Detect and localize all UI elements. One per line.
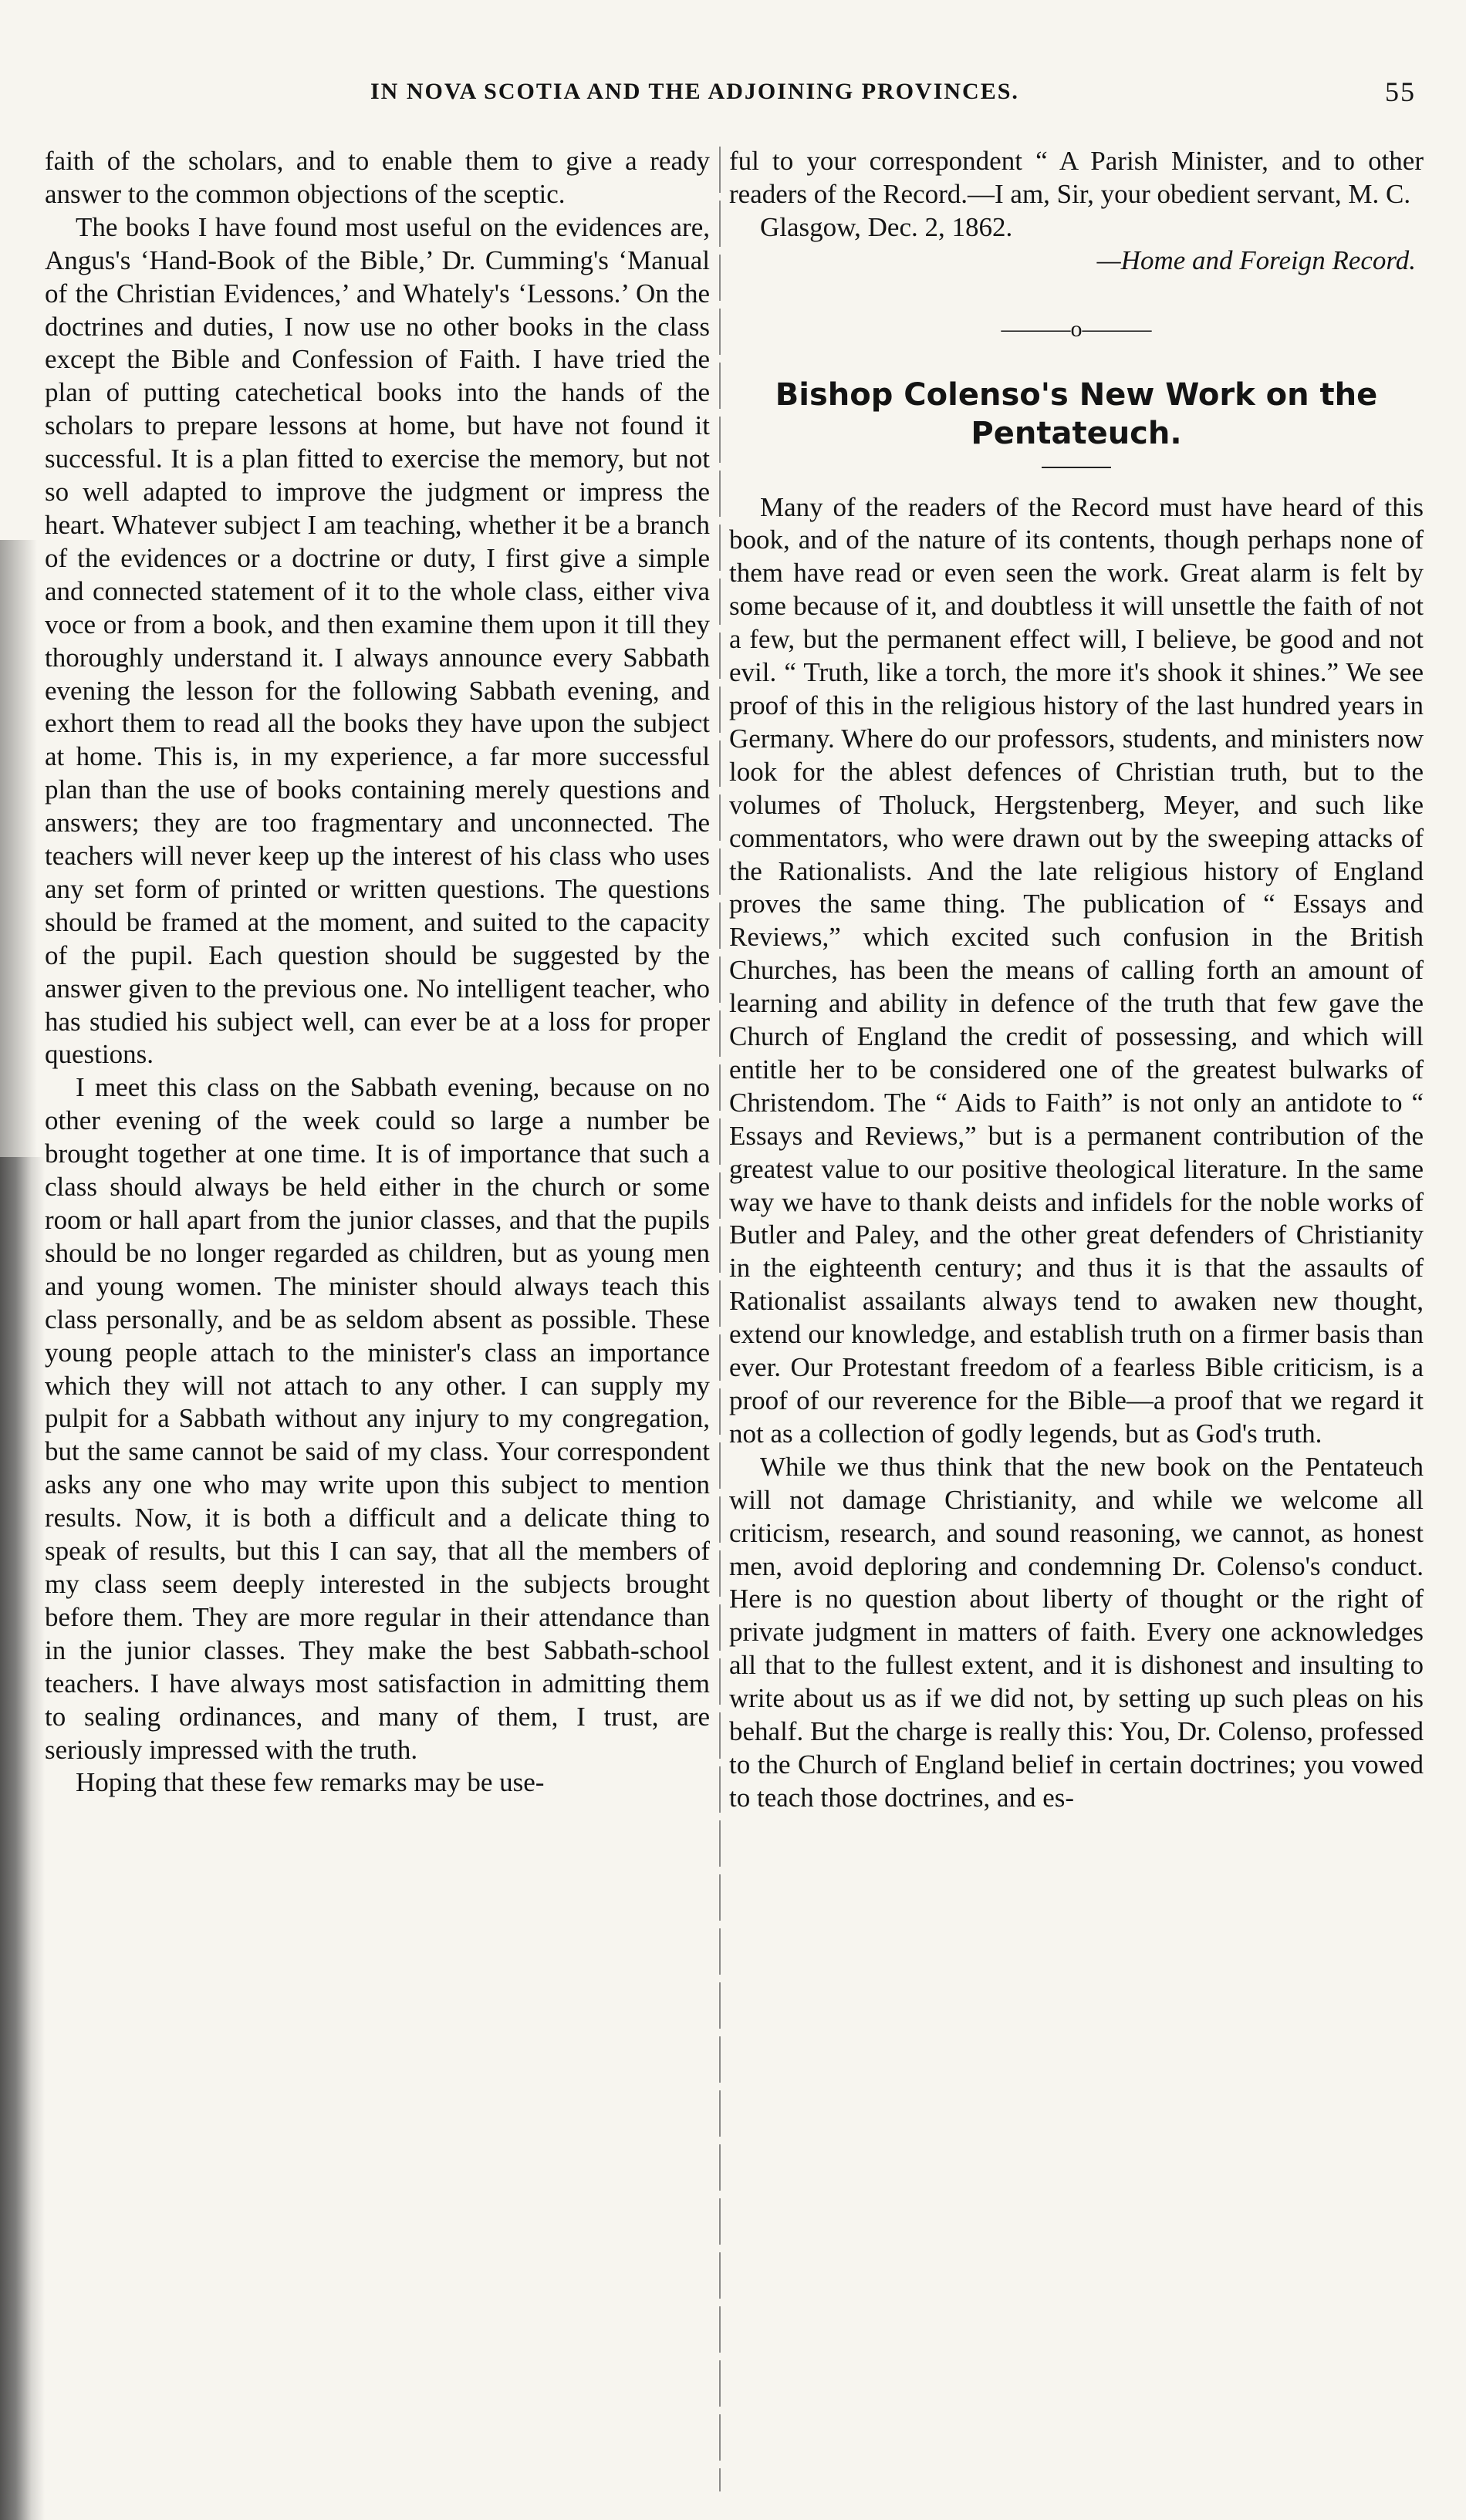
letter-dateline: Glasgow, Dec. 2, 1862. [760,211,1013,242]
page-header [46,69,1416,116]
letter-source: —Home and Foreign Record. [1096,245,1416,275]
left-paragraph-1: faith of the scholars, and to enable them to give a ready answer to the common objections of the sceptic. [45,146,710,209]
right-column [729,145,1424,1815]
article-paragraph-2: While we thus think that the new book on the Pentateuch will not damage Christianity, and while we welcome all criticism, research, and sound reasoning, we cannot, as honest men, avoid deploring and condemning Dr. Colenso's conduct. Here is no question about liberty of thought or the right of private judgment in matters of faith. Every one acknowledges all that to the fullest extent, and it is dishonest and insulting to write about us as if we did not, by setting up such pleas on his behalf. But the charge is really this: You, Dr. Colenso, professed to the Church of England belief in certain doctrines; you vowed to teach those doctrines, and es- [729,1451,1424,1813]
page-number: 55 [1385,76,1416,107]
left-paragraph-3: I meet this class on the Sabbath evening, because on no other evening of the week could so large a number be brought together at one time. It is of importance that such a class should always be held either in the church or some room or hall apart from the junior classes, and that the pupils should be no longer regarded as children, but as young men and young women. The minister should always teach this class personally, and be as seldom absent as possible. These young people attach to the minister's class an importance which they will not attach to any other. I can supply my pulpit for a Sabbath without any injury to my congregation, but the same cannot be said of my class. Your correspondent asks any one who may write upon this subject to mention results. Now, it is both a difficult and a delicate thing to speak of results, but this I can say, that all the members of my class seem deeply interested in the subjects brought before them. They are more regular in their attendance than in the junior classes. They make the best Sabbath-school teachers. I have always most satisfaction in admitting them to sealing ordinances, and many of them, I trust, are seriously impressed with the truth. [45,1072,710,1765]
page-binding-stain [0,1157,45,2520]
left-column [45,145,710,1800]
section-separator: ———o——— [1001,315,1152,342]
left-paragraph-2: The books I have found most useful on the evidences are, Angus's ‘Hand-Book of the Bible,’ Dr. Cumming's ‘Manual of the Christian Evidences,’ and Whately's ‘Lessons.’ On the doctrines and duties, I now use no other books in the class except the Bible and Confession of Faith. I have tried the plan of putting catechetical books into the hands of the scholars to prepare lessons at home, but have not found it successful. It is a plan fitted to exercise the memory, but not so well adapted to improve the judgment or impress the heart. Whatever subject I am teaching, whether it be a branch of the evidences or a doctrine or duty, I first give a simple and connected statement of it to the whole class, either viva voce or from a book, and then examine them upon it till they thoroughly understand it. I always announce every Sabbath evening the lesson for the following Sabbath evening, and exhort them to read all the books they have upon the subject at home. This is, in my experience, a far more successful plan than the use of books containing merely questions and answers; they are too fragmentary and unconnected. The teachers will never keep up the interest of his class who uses any set form of printed or written questions. The questions should be framed at the moment, and suited to the capacity of the pupil. Each question should be suggested by the answer given to the previous one. No intelligent teacher, who has studied his subject well, can ever be at a loss for proper questions. [45,211,710,1070]
left-paragraph-4: Hoping that these few remarks may be use- [76,1767,545,1798]
article-title: Bishop Colenso's New Work on the Pentateuch. [775,376,1378,451]
page-edge-shadow [0,540,37,1157]
running-head: IN NOVA SCOTIA AND THE ADJOINING PROVINCES. [370,79,1019,104]
column-divider [719,147,721,2491]
article-paragraph-1: Many of the readers of the Record must have heard of this book, and of the nature of its contents, though perhaps none of them have read or even seen the work. Great alarm is felt by some because of it, and doubtless it will unsettle the faith of not a few, but the permanent effect will, I believe, be good and not evil. “ Truth, like a torch, the more it's shook it shines.” We see proof of this in the religious history of the last hundred years in Germany. Where do our professors, students, and ministers now look for the ablest defences of Christian truth, but to the volumes of Tholuck, Hergstenberg, Meyer, and such like commentators, who were drawn out by the sweeping attacks of the Rationalists. And the late religious history of England proves the same thing. The publication of “ Essays and Reviews,” which excited such confusion in the British Churches, has been the means of calling forth an amount of learning and ability in defence of the truth that few gave the Church of England the credit of possessing, and which will entitle her to be considered one of the greatest bulwarks of Christendom. The “ Aids to Faith” is not only an antidote to “ Essays and Reviews,” but is a permanent contribution of the greatest value to our positive theological literature. In the same way we have to thank deists and infidels for the noble works of Butler and Paley, and the other great defenders of Christianity in the eighteenth century; and thus it is that the assaults of Rationalist assailants always tend to awaken new thought, extend our knowledge, and establish truth on a firmer basis than ever. Our Protestant freedom of a fearless Bible criticism, is a proof of our reverence for the Bible—a proof that we regard it not as a collection of godly legends, but as God's truth. [729,491,1424,1449]
letter-continuation: ful to your correspondent “ A Parish Minister, and to other readers of the Record.—I am, Sir, your obedient servant, M. C. [729,146,1424,209]
title-rule [1042,467,1111,468]
